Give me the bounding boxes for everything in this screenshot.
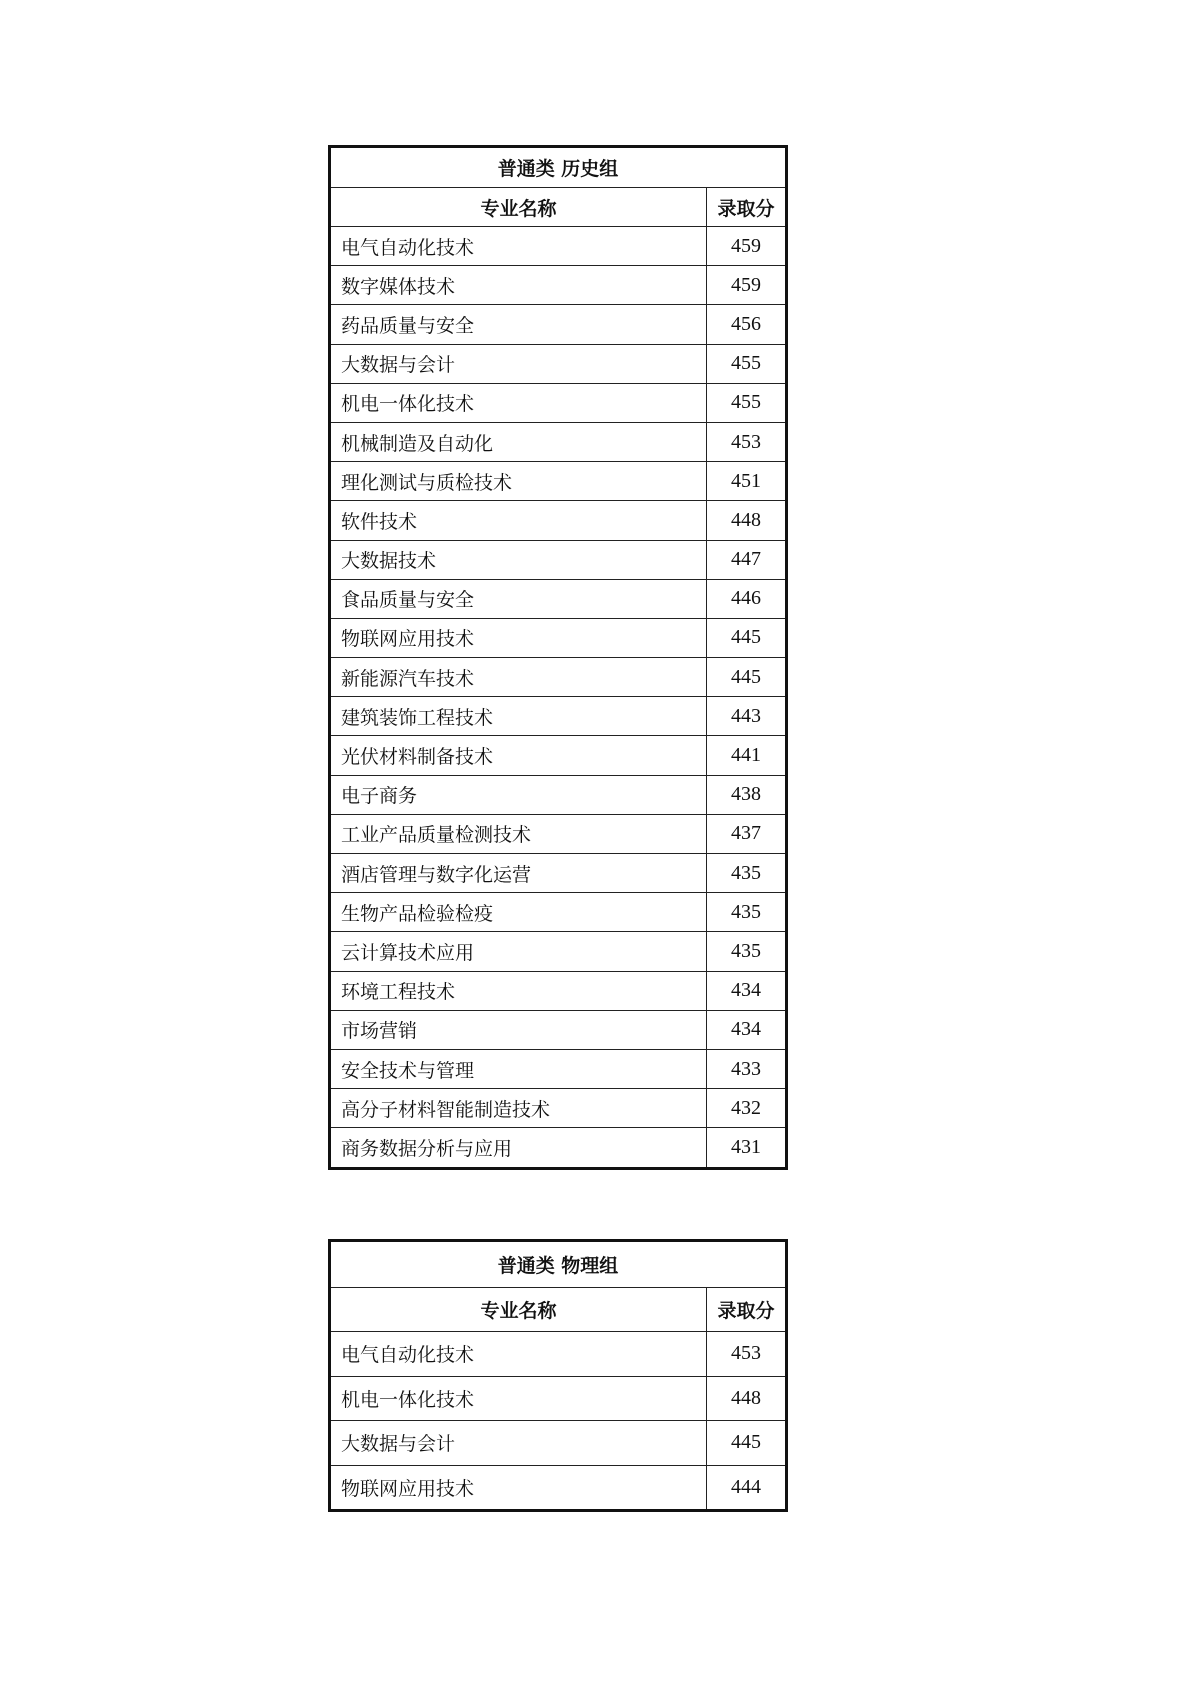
- major-name: 高分子材料智能制造技术: [330, 1089, 707, 1128]
- physics-group-table: [328, 1239, 788, 1512]
- table-row: [330, 1089, 787, 1128]
- major-name: 新能源汽车技术: [330, 658, 707, 697]
- major-name: 食品质量与安全: [330, 579, 707, 618]
- major-name: 商务数据分析与应用: [330, 1128, 707, 1168]
- table-row: [330, 344, 787, 383]
- admission-score: 441: [707, 736, 787, 775]
- table-row: [330, 266, 787, 305]
- table-row: [330, 305, 787, 344]
- table-row: [330, 462, 787, 501]
- table-row: [330, 854, 787, 893]
- major-name: 电子商务: [330, 775, 707, 814]
- major-name: 大数据与会计: [330, 1421, 707, 1466]
- column-header-major: 专业名称: [330, 188, 707, 227]
- major-name: 电气自动化技术: [330, 1332, 707, 1377]
- admission-score: 448: [707, 1376, 787, 1421]
- admission-score: 445: [707, 1421, 787, 1466]
- major-name: 酒店管理与数字化运营: [330, 854, 707, 893]
- table-row: [330, 658, 787, 697]
- table-row: [330, 1010, 787, 1049]
- table-row: [330, 501, 787, 540]
- major-name: 电气自动化技术: [330, 227, 707, 266]
- major-name: 物联网应用技术: [330, 1465, 707, 1511]
- table-row: [330, 618, 787, 657]
- admission-score: 435: [707, 854, 787, 893]
- major-name: 云计算技术应用: [330, 932, 707, 971]
- admission-score: 437: [707, 814, 787, 853]
- table-row: [330, 1332, 787, 1377]
- admission-score: 451: [707, 462, 787, 501]
- table-row: [330, 1376, 787, 1421]
- admission-score: 459: [707, 266, 787, 305]
- major-name: 建筑装饰工程技术: [330, 697, 707, 736]
- table-row: [330, 227, 787, 266]
- table-row: [330, 932, 787, 971]
- admission-score: 446: [707, 579, 787, 618]
- table-row: [330, 893, 787, 932]
- major-name: 理化测试与质检技术: [330, 462, 707, 501]
- history-group-table: [328, 145, 788, 1170]
- major-name: 环境工程技术: [330, 971, 707, 1010]
- column-header-score: 录取分: [707, 1288, 787, 1332]
- admission-score: 432: [707, 1089, 787, 1128]
- admission-score: 443: [707, 697, 787, 736]
- major-name: 市场营销: [330, 1010, 707, 1049]
- admission-score: 431: [707, 1128, 787, 1168]
- admission-score: 435: [707, 893, 787, 932]
- table-row: [330, 540, 787, 579]
- table-row: [330, 736, 787, 775]
- major-name: 工业产品质量检测技术: [330, 814, 707, 853]
- admission-score: 444: [707, 1465, 787, 1511]
- table-row: [330, 422, 787, 461]
- admission-score: 459: [707, 227, 787, 266]
- major-name: 数字媒体技术: [330, 266, 707, 305]
- table-row: [330, 775, 787, 814]
- table-row: [330, 814, 787, 853]
- admission-score: 434: [707, 971, 787, 1010]
- major-name: 机电一体化技术: [330, 383, 707, 422]
- admission-score: 445: [707, 618, 787, 657]
- column-header-major: 专业名称: [330, 1288, 707, 1332]
- table-row: [330, 1465, 787, 1511]
- admission-score: 448: [707, 501, 787, 540]
- major-name: 药品质量与安全: [330, 305, 707, 344]
- admission-score: 456: [707, 305, 787, 344]
- admission-score: 445: [707, 658, 787, 697]
- major-name: 大数据与会计: [330, 344, 707, 383]
- table-row: [330, 579, 787, 618]
- table-row: [330, 1049, 787, 1088]
- table-row: [330, 971, 787, 1010]
- admission-score: 453: [707, 422, 787, 461]
- table-title: 普通类 物理组: [330, 1241, 787, 1288]
- major-name: 物联网应用技术: [330, 618, 707, 657]
- major-name: 大数据技术: [330, 540, 707, 579]
- major-name: 软件技术: [330, 501, 707, 540]
- admission-score: 438: [707, 775, 787, 814]
- admission-score: 433: [707, 1049, 787, 1088]
- admission-score: 434: [707, 1010, 787, 1049]
- table-title: 普通类 历史组: [330, 147, 787, 188]
- major-name: 机电一体化技术: [330, 1376, 707, 1421]
- table-row: [330, 1128, 787, 1168]
- admission-score: 453: [707, 1332, 787, 1377]
- table-row: [330, 1421, 787, 1466]
- major-name: 光伏材料制备技术: [330, 736, 707, 775]
- admission-score: 447: [707, 540, 787, 579]
- major-name: 安全技术与管理: [330, 1049, 707, 1088]
- table-row: [330, 697, 787, 736]
- admission-score: 455: [707, 383, 787, 422]
- column-header-score: 录取分: [707, 188, 787, 227]
- admission-score: 435: [707, 932, 787, 971]
- admission-score: 455: [707, 344, 787, 383]
- major-name: 机械制造及自动化: [330, 422, 707, 461]
- table-row: [330, 383, 787, 422]
- major-name: 生物产品检验检疫: [330, 893, 707, 932]
